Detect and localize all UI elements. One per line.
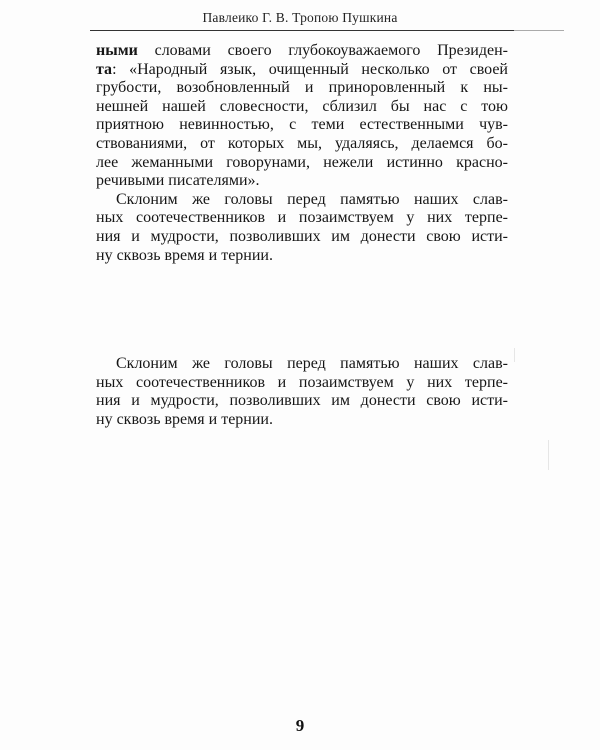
text-line: грубости, возобновленный и приноровленный к ны-	[96, 79, 508, 97]
text-line	[96, 42, 508, 61]
text-line: ния и мудрости, позволивших им донести свою исти-	[96, 227, 508, 245]
line-rest: : «Народный язык, очищенный несколько от своей	[112, 60, 508, 78]
paragraph-1	[96, 42, 508, 191]
text-line: ных соотечественников и позаимствуем у них терпе-	[96, 373, 508, 391]
paragraph-2	[96, 191, 508, 265]
header-rule-tail	[514, 30, 564, 31]
text-line: ния и мудрости, позволивших им донести свою исти-	[96, 392, 508, 410]
running-head-title: Павлеико Г. В. Тропою Пушкина	[202, 10, 398, 25]
repeated-paragraph	[96, 355, 508, 429]
text-line: ных соотечественников и позаимствуем у них терпе-	[96, 209, 508, 227]
text-line: ну сквозь время и тернии.	[96, 246, 273, 264]
bold-fragment: ными	[96, 42, 138, 59]
text-line: лее жеманными говорунами, нежели истинно красно-	[96, 153, 508, 171]
text-line	[96, 61, 508, 80]
scan-speck	[548, 440, 549, 470]
main-text-block	[96, 42, 508, 265]
text-line: нешней нашей словесности, сблизил бы нас с тою	[96, 97, 508, 115]
text-line: ствованиями, от которых мы, удаляясь, делаемся бо-	[96, 134, 508, 152]
text-line: речивыми писателями».	[96, 172, 260, 190]
text-line: ну сквозь время и тернии.	[96, 410, 273, 428]
scan-speck	[514, 348, 515, 362]
bold-fragment: та	[96, 60, 113, 78]
line-rest: словами своего глубокоуважаемого Президен-	[137, 42, 508, 59]
page-number: 9	[295, 716, 305, 735]
text-line: Склоним же головы перед памятью наших слав-	[116, 355, 508, 372]
text-line: Склоним же головы перед памятью наших слав-	[116, 190, 508, 208]
text-line: приятною невинностью, с теми естественными чув-	[96, 116, 508, 134]
header-rule	[90, 30, 514, 31]
